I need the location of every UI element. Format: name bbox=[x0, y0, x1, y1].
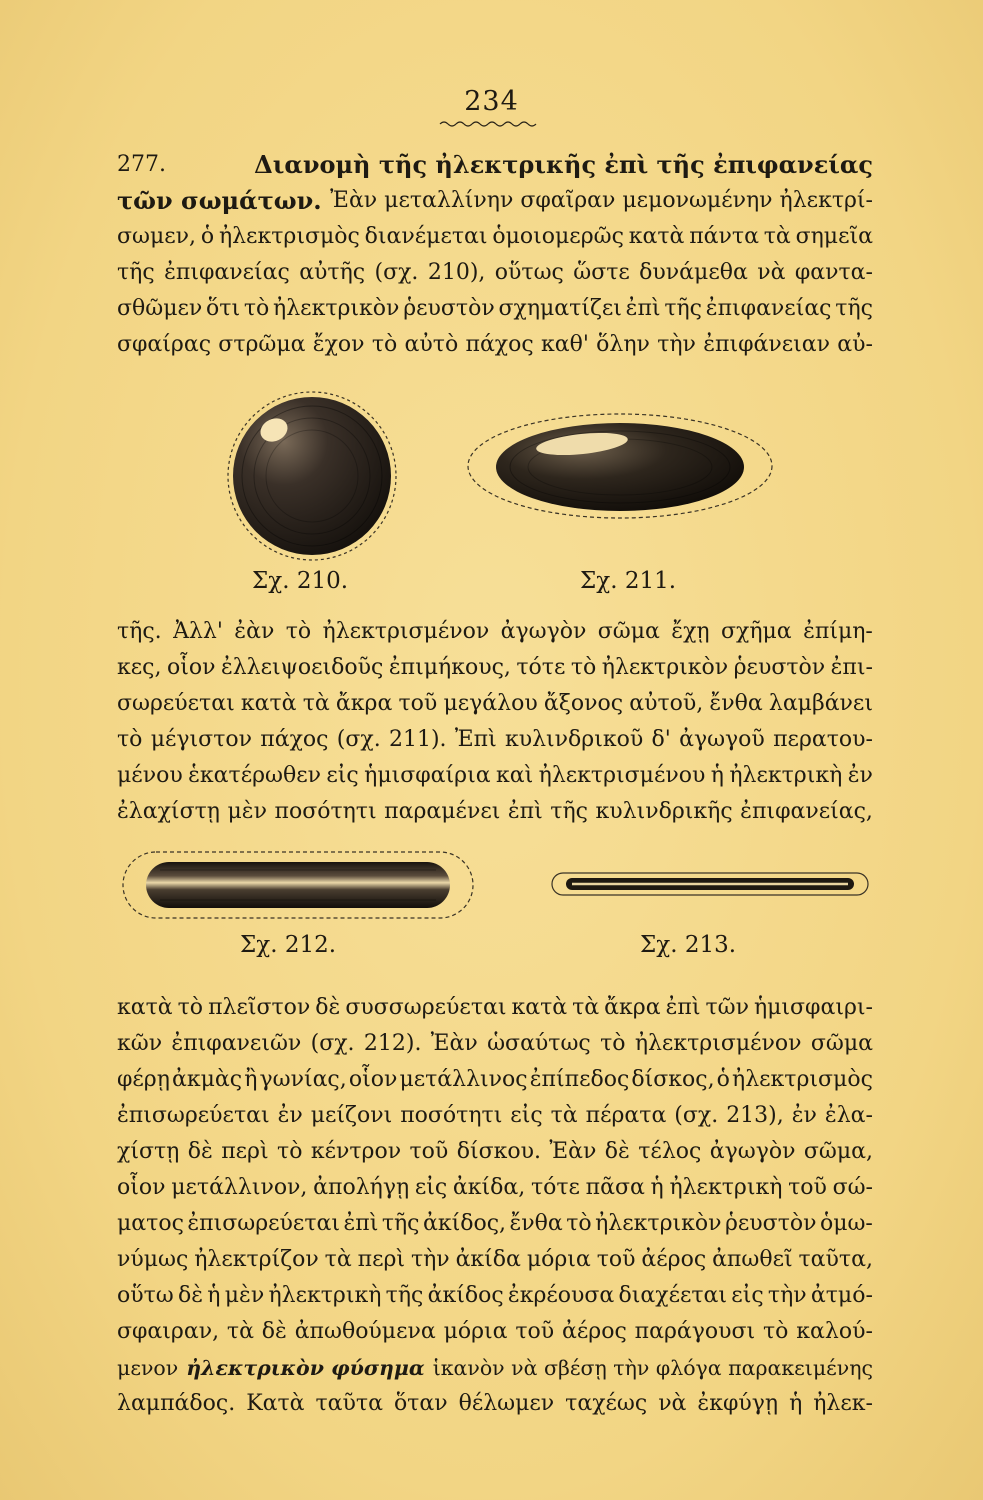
word: θέλωμεν bbox=[458, 1391, 555, 1416]
section-title-continued: τῶν σωμάτων. bbox=[117, 186, 322, 215]
word: σφαίρας bbox=[117, 332, 212, 357]
word: σῶμα, bbox=[803, 1139, 873, 1164]
text-fragment bbox=[117, 1134, 873, 1170]
word: οἷον bbox=[348, 1067, 398, 1092]
word: τὸ bbox=[243, 296, 270, 321]
text-fragment bbox=[117, 1314, 873, 1350]
word: ἢ bbox=[244, 1067, 258, 1092]
text-fragment bbox=[117, 1098, 873, 1134]
figure-212-cylinder bbox=[120, 848, 476, 922]
word: ἄξονος bbox=[543, 691, 624, 716]
word: ἀέρος bbox=[641, 1247, 707, 1272]
word: μένου bbox=[117, 763, 183, 788]
word: τοῦ bbox=[788, 1175, 827, 1200]
text-line bbox=[117, 722, 873, 758]
word: γωνίας, bbox=[259, 1067, 347, 1092]
word: δὲ bbox=[261, 1319, 287, 1344]
word: διαχέεται bbox=[618, 1283, 728, 1308]
word: (σχ. bbox=[674, 1103, 719, 1128]
text-line bbox=[117, 1350, 873, 1386]
word: κυλινδρικοῦ bbox=[504, 727, 644, 752]
word: ἠλεκτρικὸν bbox=[595, 1211, 722, 1236]
word: εἰς bbox=[731, 1283, 764, 1308]
word: πάχος bbox=[465, 332, 534, 357]
word: κατὰ bbox=[628, 224, 685, 249]
word: τῆς. bbox=[117, 619, 162, 644]
text-line bbox=[117, 1026, 873, 1062]
word: τότε bbox=[530, 1175, 580, 1200]
word: Ἐὰν bbox=[430, 1031, 478, 1056]
word: Ἐὰν bbox=[549, 1139, 597, 1164]
word: ῥευστὸν bbox=[403, 296, 495, 321]
page-number: 234 bbox=[464, 86, 519, 117]
text-fragment bbox=[117, 758, 873, 794]
word: ἐν bbox=[277, 1103, 303, 1128]
text-line bbox=[117, 1098, 873, 1134]
word: σωμεν, bbox=[117, 224, 197, 249]
text-line bbox=[117, 327, 873, 363]
word: τὰ bbox=[324, 1247, 352, 1272]
caption-figure-211: Σχ. 211. bbox=[580, 568, 677, 594]
word: ἡμισφαιρι- bbox=[753, 995, 873, 1020]
section-number: 277. bbox=[117, 152, 166, 177]
word: ἀπολήγῃ bbox=[313, 1175, 410, 1200]
word: αὐ- bbox=[837, 332, 873, 357]
word: ἠλεκτρικὸν bbox=[273, 296, 400, 321]
word: ὅτι bbox=[206, 296, 241, 321]
word: φέρῃ bbox=[117, 1067, 170, 1092]
word: 212). bbox=[363, 1031, 422, 1056]
word: τότε bbox=[516, 655, 566, 680]
text-fragment bbox=[117, 1026, 873, 1062]
word: σῶμα bbox=[810, 1031, 873, 1056]
word: ὅλην bbox=[596, 332, 650, 357]
word: μετάλλινος bbox=[399, 1067, 528, 1092]
word: ἀγωγὸν bbox=[500, 619, 587, 644]
paragraph-3 bbox=[117, 990, 873, 1422]
word: σχηματίζει bbox=[498, 296, 622, 321]
word: ἐν bbox=[847, 763, 873, 788]
word: τῆς bbox=[835, 296, 873, 321]
word: καθ' bbox=[540, 332, 589, 357]
word: στρῶμα bbox=[218, 332, 306, 357]
word: τῆς bbox=[664, 296, 703, 321]
word: τὸ bbox=[566, 1211, 592, 1236]
figure-210-sphere bbox=[222, 388, 408, 564]
word: (σχ. bbox=[374, 260, 419, 285]
word: τὰ bbox=[572, 995, 600, 1020]
text-fragment bbox=[117, 686, 873, 722]
word: παραμένει bbox=[384, 799, 501, 824]
figure-213-disc bbox=[550, 870, 870, 898]
word: ποσότητι bbox=[400, 1103, 503, 1128]
word: διανέμεται bbox=[364, 224, 488, 249]
word: τῆς bbox=[381, 1211, 420, 1236]
text-line bbox=[117, 990, 873, 1026]
word: ἄκρα bbox=[335, 691, 393, 716]
text-line bbox=[117, 794, 873, 830]
text-line bbox=[117, 1314, 873, 1350]
word: ἐπι- bbox=[830, 655, 873, 680]
caption-figure-212: Σχ. 212. bbox=[240, 932, 337, 958]
word: κῶν bbox=[117, 1031, 163, 1056]
word: ἐπὶ bbox=[343, 1211, 379, 1236]
word: τοῦ bbox=[596, 1247, 636, 1272]
word: σχῆμα bbox=[720, 619, 792, 644]
word: ἀκίδος, bbox=[422, 1211, 507, 1236]
word: παράγουσι bbox=[634, 1319, 756, 1344]
text-fragment: μενον bbox=[117, 1356, 179, 1380]
text-line bbox=[117, 686, 873, 722]
word: ἠλεκτρικὴ bbox=[669, 1175, 783, 1200]
caption-figure-210: Σχ. 210. bbox=[252, 568, 349, 594]
word: ταῦτα bbox=[315, 1391, 383, 1416]
word: καλού- bbox=[796, 1319, 873, 1344]
text-fragment bbox=[117, 1386, 873, 1422]
word: ῥευστὸν bbox=[724, 1211, 817, 1236]
text-fragment bbox=[117, 255, 873, 291]
word: οἷον bbox=[166, 655, 216, 680]
word: τῶν bbox=[705, 995, 749, 1020]
word: ἐπιμήκους, bbox=[388, 655, 511, 680]
word: Κατὰ bbox=[246, 1391, 305, 1416]
word: ἡ bbox=[650, 1175, 664, 1200]
paragraph-2 bbox=[117, 614, 873, 830]
word: εἰς bbox=[414, 1175, 448, 1200]
word: ἐπίπεδος bbox=[529, 1067, 630, 1092]
word: μεγάλου bbox=[443, 691, 538, 716]
word: μόρια bbox=[526, 1247, 591, 1272]
word: ἐπιφανείας bbox=[705, 296, 832, 321]
word: καὶ bbox=[496, 763, 534, 788]
word: τοῦ bbox=[409, 1139, 449, 1164]
word: ὅταν bbox=[393, 1391, 448, 1416]
word: ὥστε bbox=[573, 260, 630, 285]
text-line bbox=[117, 1170, 873, 1206]
word: ἀκίδος bbox=[427, 1283, 504, 1308]
word: δὲ bbox=[604, 1139, 630, 1164]
text-line bbox=[117, 1242, 873, 1278]
word: ἄκρα bbox=[604, 995, 661, 1020]
word: ματος bbox=[117, 1211, 184, 1236]
word: ἡμισφαίρια bbox=[364, 763, 491, 788]
text-fragment bbox=[117, 291, 873, 327]
word: ῥευστὸν bbox=[733, 655, 826, 680]
word: ἐπιφανείας, bbox=[740, 799, 873, 824]
word: δυνάμεθα bbox=[639, 260, 748, 285]
word: μόρια bbox=[443, 1319, 508, 1344]
word: τὰ bbox=[302, 691, 330, 716]
text-fragment bbox=[117, 990, 873, 1026]
word: ἀκίδα, bbox=[452, 1175, 526, 1200]
text-line bbox=[117, 219, 873, 255]
word: οὕτως bbox=[494, 260, 564, 285]
word: περατου- bbox=[773, 727, 873, 752]
word: ἠλεκτρισμὸς bbox=[732, 1067, 873, 1092]
word: σώ- bbox=[832, 1175, 873, 1200]
word: ἔνθα bbox=[709, 691, 763, 716]
word: χίστῃ bbox=[117, 1139, 180, 1164]
word: τὸ bbox=[117, 727, 143, 752]
word: σθῶμεν bbox=[117, 296, 203, 321]
text-line bbox=[117, 1278, 873, 1314]
word: αὐτοῦ, bbox=[629, 691, 704, 716]
text-fragment bbox=[117, 1170, 873, 1206]
word: ἑκατέρωθεν bbox=[188, 763, 321, 788]
text-line bbox=[117, 650, 873, 686]
word: ἐκρέουσα bbox=[507, 1283, 615, 1308]
word: 210), bbox=[427, 260, 486, 285]
word: ἠλεκτρίζον bbox=[194, 1247, 319, 1272]
word: οὕτω bbox=[117, 1283, 174, 1308]
text-fragment bbox=[117, 1206, 873, 1242]
word: ἡ bbox=[207, 1283, 221, 1308]
text-line bbox=[117, 1062, 873, 1098]
word: τὸ bbox=[763, 1319, 789, 1344]
word: σῶμα bbox=[597, 619, 660, 644]
word: τὰ bbox=[763, 224, 791, 249]
word: κέντρον bbox=[310, 1139, 402, 1164]
word: ἠλεκτρισμένου bbox=[538, 763, 706, 788]
word: κες, bbox=[117, 655, 162, 680]
word: ἠλεκτρισμὸς bbox=[218, 224, 360, 249]
word: ὁ bbox=[200, 224, 215, 249]
text-fragment bbox=[117, 1062, 873, 1098]
word: μετάλλινον, bbox=[171, 1175, 308, 1200]
word: δίσκου. bbox=[456, 1139, 541, 1164]
word: τοῦ bbox=[515, 1319, 555, 1344]
word: σφαιραν, bbox=[117, 1319, 220, 1344]
word: ἐλλειψοειδοῦς bbox=[220, 655, 384, 680]
word: ἐπιφάνειαν bbox=[703, 332, 830, 357]
word: ἔχον bbox=[312, 332, 365, 357]
word: ἐλαχίστῃ bbox=[117, 799, 220, 824]
word: λαμβάνει bbox=[768, 691, 873, 716]
text-fragment bbox=[117, 650, 873, 686]
word: ταχέως bbox=[565, 1391, 648, 1416]
text-line bbox=[117, 255, 873, 291]
figure-211-ellipsoid bbox=[462, 410, 778, 528]
word: τὸ bbox=[277, 1139, 303, 1164]
word: πλεῖστον bbox=[208, 995, 311, 1020]
word: ἡ bbox=[789, 1391, 803, 1416]
text-fragment: Ἐὰν μεταλλίνην σφαῖραν μεμονωμένην ἠλεκτρί- bbox=[330, 188, 873, 213]
text-fragment bbox=[117, 722, 873, 758]
word: ἐπιφανειῶν bbox=[171, 1031, 302, 1056]
word: μὲν bbox=[227, 799, 267, 824]
word: αὐτὸ bbox=[404, 332, 459, 357]
text-line bbox=[117, 614, 873, 650]
text-line bbox=[117, 183, 873, 219]
text-fragment bbox=[117, 614, 873, 650]
word: ἐκφύγῃ bbox=[697, 1391, 779, 1416]
word: ἡ bbox=[710, 763, 724, 788]
word: μείζονι bbox=[310, 1103, 393, 1128]
word: 213), bbox=[726, 1103, 784, 1128]
word: πάντα bbox=[689, 224, 759, 249]
word: ἐὰν bbox=[234, 619, 275, 644]
word: μὲν bbox=[224, 1283, 265, 1308]
word: δὲ bbox=[315, 995, 341, 1020]
text-line bbox=[117, 291, 873, 327]
word: ὁ bbox=[716, 1067, 730, 1092]
word: ἐπιφανείας bbox=[164, 260, 290, 285]
text-line bbox=[117, 1386, 873, 1422]
word: ἠλεκτρισμένον bbox=[634, 1031, 802, 1056]
word: τὸ bbox=[285, 619, 312, 644]
word: (σχ. bbox=[310, 1031, 355, 1056]
word: 211). bbox=[388, 727, 447, 752]
paragraph-1 bbox=[117, 147, 873, 363]
word: ἐπὶ bbox=[507, 799, 543, 824]
word: τῆς bbox=[385, 1283, 424, 1308]
heading-line bbox=[117, 147, 873, 183]
word: νύμως bbox=[117, 1247, 189, 1272]
word: ἔνθα bbox=[509, 1211, 563, 1236]
word: ταῦτα, bbox=[798, 1247, 873, 1272]
word: ἀτμό- bbox=[810, 1283, 873, 1308]
word: ἀπωθούμενα bbox=[294, 1319, 436, 1344]
word: τὴν bbox=[767, 1283, 807, 1308]
text-line bbox=[117, 1134, 873, 1170]
word: ἐπὶ bbox=[625, 296, 661, 321]
word: ὁμω- bbox=[819, 1211, 873, 1236]
word: εἰς bbox=[326, 763, 359, 788]
word: σωρεύεται bbox=[117, 691, 235, 716]
word: τὸ bbox=[177, 995, 204, 1020]
text-fragment bbox=[117, 1242, 873, 1278]
word: κατὰ bbox=[240, 691, 297, 716]
word: ποσότητι bbox=[274, 799, 377, 824]
word: δὲ bbox=[187, 1139, 213, 1164]
word: ὁμοιομερῶς bbox=[492, 224, 624, 249]
word: νὰ bbox=[757, 260, 786, 285]
word: Ἐπὶ bbox=[454, 727, 497, 752]
word: πάχος bbox=[260, 727, 329, 752]
word: αὐτῆς bbox=[299, 260, 366, 285]
word: ἀκμὰς bbox=[172, 1067, 243, 1092]
word: ἠλεκτρισμένον bbox=[322, 619, 490, 644]
word: τὰ bbox=[550, 1103, 578, 1128]
section-title: Διανομὴ τῆς ἠλεκτρικῆς ἐπὶ τῆς ἐπιφανείας bbox=[254, 150, 873, 179]
word: δίσκος, bbox=[631, 1067, 715, 1092]
word: πᾶσα bbox=[585, 1175, 645, 1200]
page-number-ornament bbox=[438, 119, 542, 129]
word: λαμπάδος. bbox=[117, 1391, 236, 1416]
word: περὶ bbox=[221, 1139, 269, 1164]
word: οἷον bbox=[117, 1175, 166, 1200]
word: Ἀλλ' bbox=[173, 619, 223, 644]
word: κατὰ bbox=[511, 995, 568, 1020]
word: (σχ. bbox=[336, 727, 381, 752]
caption-figure-213: Σχ. 213. bbox=[640, 932, 737, 958]
word: τὰ bbox=[226, 1319, 254, 1344]
word: τοῦ bbox=[398, 691, 438, 716]
word: τέλος bbox=[638, 1139, 702, 1164]
word: τῆς bbox=[550, 799, 588, 824]
text-fragment bbox=[117, 219, 873, 255]
word: ἐπὶ bbox=[665, 995, 701, 1020]
text-fragment bbox=[117, 327, 873, 363]
word: τὴν bbox=[657, 332, 696, 357]
word: τὸ bbox=[570, 655, 597, 680]
word: ἀγωγοῦ bbox=[679, 727, 765, 752]
word: ἀγωγὸν bbox=[709, 1139, 796, 1164]
word: τῆς bbox=[117, 260, 155, 285]
word: εἰς bbox=[510, 1103, 543, 1128]
text-line bbox=[117, 1206, 873, 1242]
word: μέγιστον bbox=[150, 727, 252, 752]
word: ἀέρος bbox=[562, 1319, 627, 1344]
word: πέρατα bbox=[585, 1103, 667, 1128]
word: ἔχῃ bbox=[671, 619, 710, 644]
word: τὴν bbox=[410, 1247, 450, 1272]
emphasized-term: ἠλεκτρικὸν φύσημα bbox=[186, 1356, 425, 1380]
text-fragment bbox=[117, 1278, 873, 1314]
word: ἀπωθεῖ bbox=[712, 1247, 793, 1272]
word: κυλινδρικῆς bbox=[595, 799, 733, 824]
text-line bbox=[117, 758, 873, 794]
word: τὸ bbox=[371, 332, 398, 357]
word: δ' bbox=[651, 727, 671, 752]
word: ἐλα- bbox=[824, 1103, 873, 1128]
word: ἐν bbox=[791, 1103, 817, 1128]
word: ἐπισωρεύεται bbox=[117, 1103, 270, 1128]
word: σημεῖα bbox=[795, 224, 873, 249]
word: νὰ bbox=[658, 1391, 687, 1416]
word: ἐπίμη- bbox=[803, 619, 873, 644]
word: ἠλεκτρικὸν bbox=[601, 655, 729, 680]
word: δὲ bbox=[177, 1283, 204, 1308]
word: ἠλεκτρικὴ bbox=[268, 1283, 382, 1308]
word: περὶ bbox=[357, 1247, 406, 1272]
word: ἐπισωρεύεται bbox=[187, 1211, 340, 1236]
word: ἀκίδα bbox=[455, 1247, 521, 1272]
word: συσσωρεύεται bbox=[345, 995, 507, 1020]
word: κατὰ bbox=[117, 995, 173, 1020]
word: ἠλεκ- bbox=[813, 1391, 873, 1416]
word: ἠλεκτρικὴ bbox=[729, 763, 843, 788]
word: φαντα- bbox=[794, 260, 873, 285]
text-fragment: ἱκανὸν νὰ σβέσῃ τὴν φλόγα παρακειμένης bbox=[432, 1356, 873, 1380]
word: τὸ bbox=[600, 1031, 626, 1056]
text-fragment bbox=[117, 794, 873, 830]
word: ὡσαύτως bbox=[487, 1031, 591, 1056]
